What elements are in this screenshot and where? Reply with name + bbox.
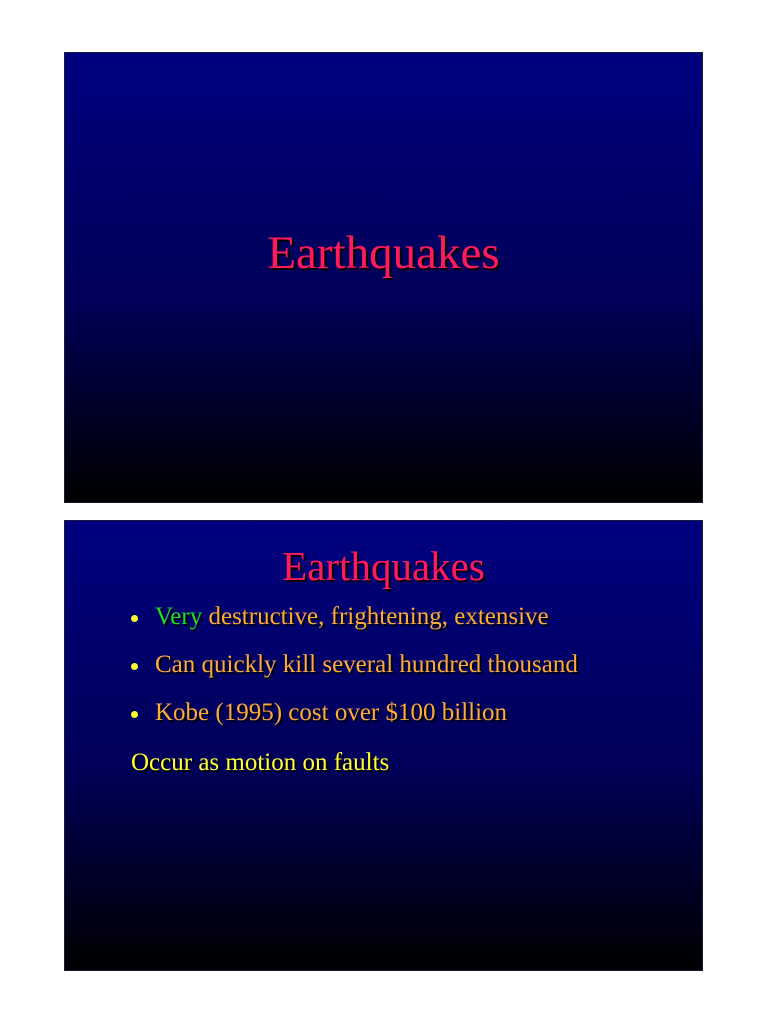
bullet-item (131, 601, 578, 649)
bullet-text: Can quickly kill several hundred thousand (155, 651, 578, 678)
slide-2-title: Earthquakes (282, 543, 485, 589)
bullet-text: Kobe (1995) cost over $100 billion (155, 699, 508, 726)
bullet-item (131, 649, 578, 697)
bullet-list (131, 601, 578, 745)
slide-2 (64, 520, 703, 971)
bullet-highlight-word: Very (155, 603, 203, 630)
bullet-text: destructive, frightening, extensive (202, 603, 549, 630)
slide-2-plain-line: Occur as motion on faults (131, 749, 390, 776)
bullet-dot-icon (131, 663, 138, 670)
bullet-dot-icon (131, 615, 138, 622)
slide-1 (64, 52, 703, 503)
slide-1-title: Earthquakes (267, 227, 500, 279)
bullet-dot-icon (131, 711, 138, 718)
bullet-item (131, 697, 578, 745)
